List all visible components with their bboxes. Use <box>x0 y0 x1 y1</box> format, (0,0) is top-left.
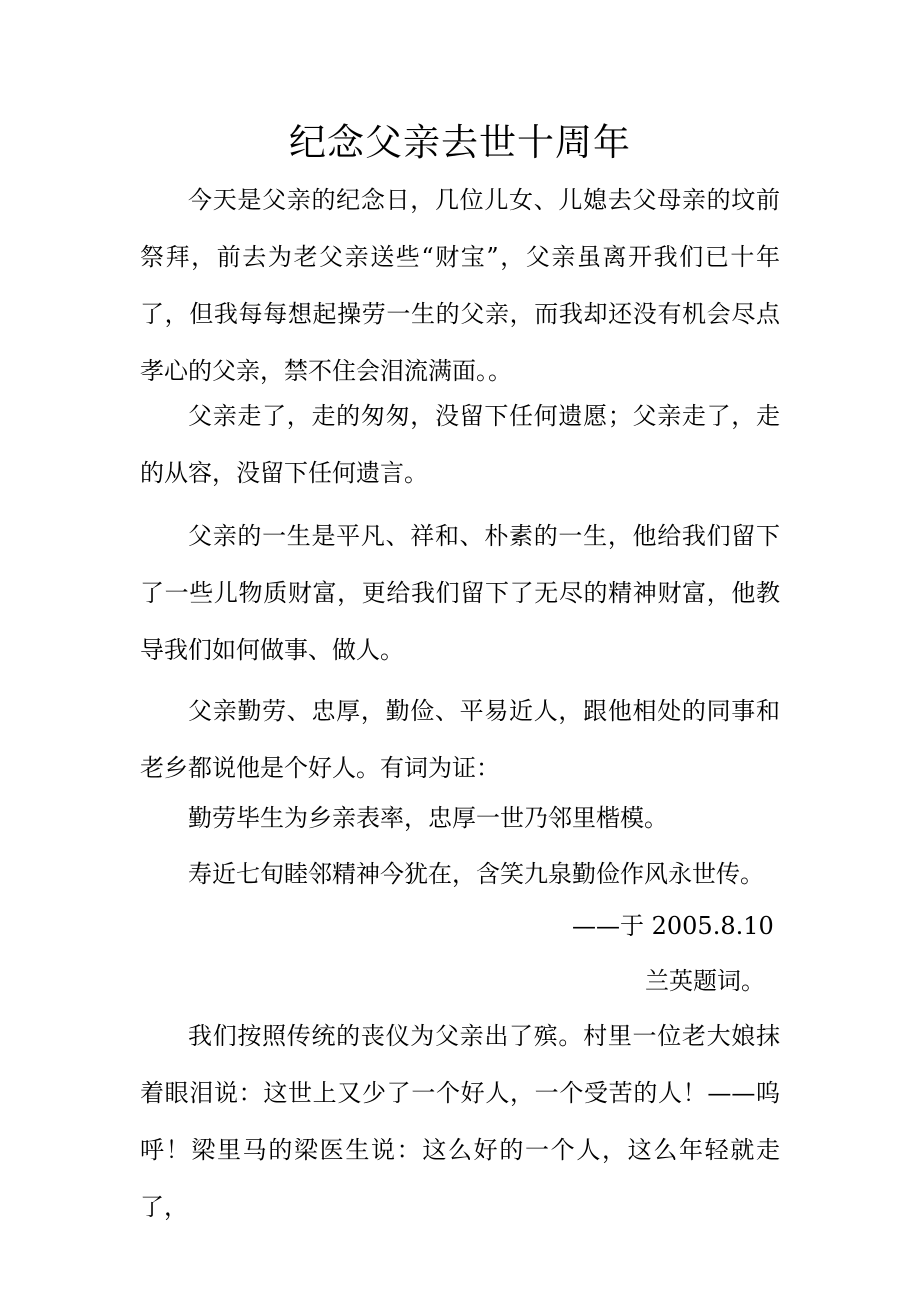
document-title: 纪念父亲去世十周年 <box>289 121 631 164</box>
paragraph-memorial-day: 今天是父亲的纪念日，几位儿女、儿媳去父母亲的坟前祭拜，前去为老父亲送些“财宝”，父亲虽离开我们已十年了，但我每每想起操劳一生的父亲，而我却还没有机会尽点孝心的父亲，禁不住会泪流满面。。 <box>140 186 780 385</box>
paragraph-father-life: 父亲的一生是平凡、祥和、朴素的一生，他给我们留下了一些儿物质财富，更给我们留下了无尽的精神财富，他教导我们如何做事、做人。 <box>140 522 780 664</box>
signature-date: ——于 2005.8.10 <box>572 912 774 940</box>
signature-author: 兰英题词。 <box>645 967 765 995</box>
verse-line-1: 勤劳毕生为乡亲表率，忠厚一世乃邻里楷模。 <box>188 804 668 832</box>
paragraph-funeral: 我们按照传统的丧仪为父亲出了殡。村里一位老大娘抹着眼泪说：这世上又少了一个好人，一个受苦的人！——呜呼！梁里马的梁医生说：这么好的一个人，这么年轻就走了， <box>140 1022 780 1221</box>
paragraph-father-virtues: 父亲勤劳、忠厚，勤俭、平易近人，跟他相处的同事和老乡都说他是个好人。有词为证： <box>140 697 780 782</box>
paragraph-father-left: 父亲走了，走的匆匆，没留下任何遗愿；父亲走了，走的从容，没留下任何遗言。 <box>140 402 780 487</box>
verse-line-2: 寿近七旬睦邻精神今犹在，含笑九泉勤俭作风永世传。 <box>188 860 764 888</box>
